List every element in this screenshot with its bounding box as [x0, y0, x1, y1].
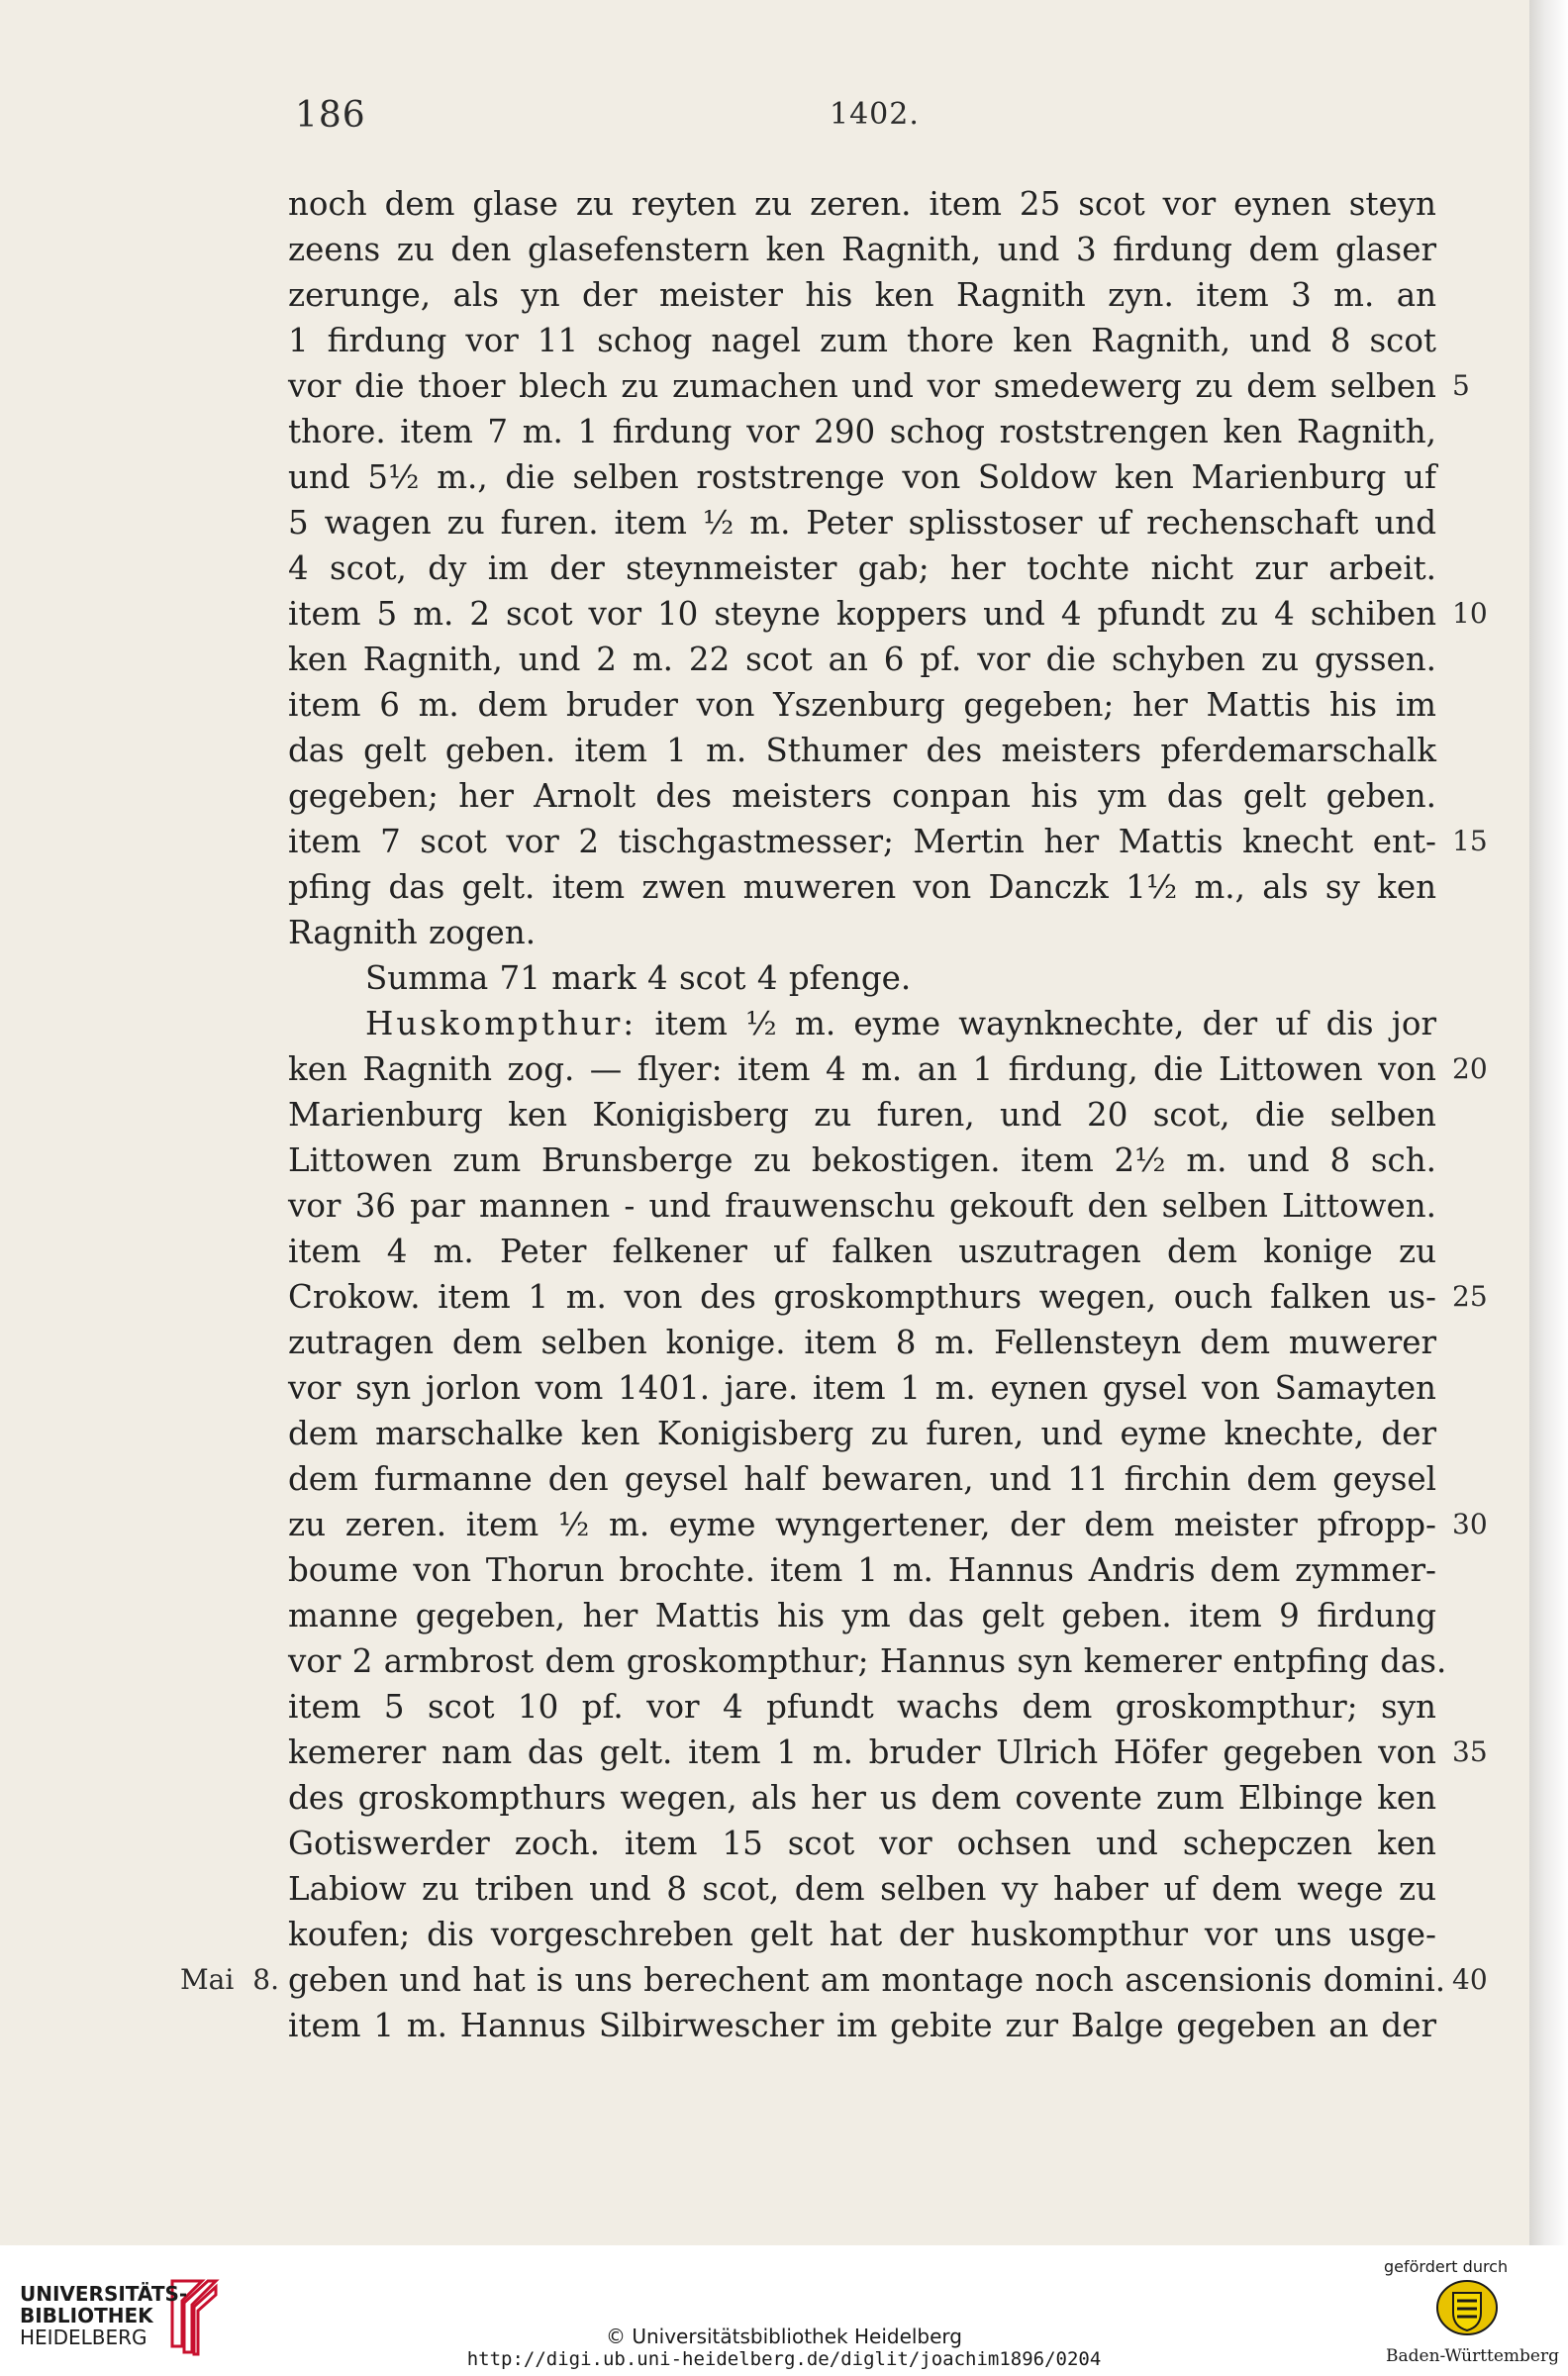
line-text: vor 2 armbrost dem groskompthur; Hannus syn kemerer entpfing das. — [288, 1642, 1447, 1680]
text-line — [288, 318, 1436, 363]
line-text: boume von Thorun brochte. item 1 m. Hannus Andris dem zymmer- — [288, 1551, 1436, 1589]
line-number: 30 — [1452, 1508, 1488, 1540]
line-number: 10 — [1452, 597, 1488, 630]
text-line — [288, 1411, 1436, 1456]
text-line — [288, 1502, 1488, 1547]
line-number: 5 — [1452, 369, 1470, 402]
line-text: Labiow zu triben und 8 scot, dem selben vy haber uf dem wege zu — [288, 1870, 1436, 1908]
line-text: item 5 scot 10 pf. vor 4 pfundt wachs dem groskompthur; syn — [288, 1688, 1436, 1726]
library-name-line2: BIBLIOTHEK — [20, 2304, 153, 2327]
line-text: Huskompthur: item ½ m. eyme waynknechte, der uf dis jor — [365, 1005, 1436, 1042]
sponsor-name: Baden-Württemberg — [1386, 2346, 1559, 2366]
line-text: item 4 m. Peter felkener uf falken uszutragen dem konige zu — [288, 1233, 1436, 1270]
line-text: Summa 71 mark 4 scot 4 pfenge. — [365, 959, 912, 997]
line-text: noch dem glase zu reyten zu zeren. item 25 scot vor eynen steyn — [288, 185, 1436, 223]
text-line — [288, 1730, 1488, 1775]
text-line — [288, 910, 1436, 955]
line-text: Crokow. item 1 m. von des groskompthurs wegen, ouch falken us- — [288, 1278, 1436, 1316]
text-line — [288, 545, 1436, 591]
line-text: manne gegeben, her Mattis his ym das gelt geben. item 9 firdung — [288, 1597, 1436, 1634]
text-line — [288, 1229, 1436, 1274]
line-text: kemerer nam das gelt. item 1 m. bruder Ulrich Höfer gegeben von — [288, 1733, 1436, 1771]
line-number: 15 — [1452, 825, 1488, 857]
line-text: item 1 m. Hannus Silbirwescher im gebite zur Balge gegeben an der — [288, 2007, 1436, 2044]
line-text: Marienburg ken Konigisberg zu furen, und 20 scot, die selben — [288, 1096, 1436, 1134]
state-crest-icon — [1435, 2279, 1499, 2336]
line-number: 40 — [1452, 1963, 1488, 1996]
running-head: 1402. — [830, 97, 920, 132]
line-number: 25 — [1452, 1280, 1488, 1313]
text-line — [288, 1046, 1488, 1092]
line-text: Gotiswerder zoch. item 15 scot vor ochsen und schepczen ken — [288, 1825, 1436, 1862]
line-text: thore. item 7 m. 1 firdung vor 290 schog roststrengen ken Ragnith, — [288, 413, 1436, 450]
text-line — [288, 1866, 1436, 1912]
text-line — [288, 227, 1436, 272]
text-line — [288, 1001, 1436, 1046]
text-line — [288, 454, 1436, 500]
text-line — [288, 1821, 1436, 1866]
text-line — [288, 1092, 1436, 1138]
line-text: geben und hat is uns berechent am montage noch ascensionis domini. — [288, 1961, 1446, 1999]
line-text: vor syn jorlon vom 1401. jare. item 1 m. eynen gysel von Samayten — [288, 1369, 1436, 1407]
line-number: 20 — [1452, 1052, 1488, 1085]
library-name-line1: UNIVERSITÄTS- — [20, 2282, 188, 2306]
body-text — [180, 181, 1488, 2048]
spaced-heading-word: Huskompthur: — [365, 1005, 637, 1042]
text-line — [288, 1593, 1436, 1638]
line-number: 35 — [1452, 1735, 1488, 1768]
line-text: item 5 m. 2 scot vor 10 steyne koppers und 4 pfundt zu 4 schiben — [288, 595, 1436, 633]
line-text: zutragen dem selben konige. item 8 m. Fellensteyn dem muwerer — [288, 1324, 1436, 1361]
text-line — [288, 272, 1436, 318]
text-line — [288, 728, 1436, 773]
line-text: zerunge, als yn der meister his ken Ragnith zyn. item 3 m. an — [288, 276, 1436, 314]
line-text: Littowen zum Brunsberge zu bekostigen. item 2½ m. und 8 sch. — [288, 1141, 1436, 1179]
text-line — [288, 1912, 1436, 1957]
text-line — [288, 1274, 1488, 1320]
line-text: vor 36 par mannen - und frauwenschu gekouft den selben Littowen. — [288, 1187, 1436, 1225]
text-line — [288, 864, 1436, 910]
text-line — [288, 363, 1470, 409]
line-text: pfing das gelt. item zwen muweren von Danczk 1½ m., als sy ken — [288, 868, 1436, 906]
text-line — [288, 181, 1436, 227]
line-text: 1 firdung vor 11 schog nagel zum thore ken Ragnith, und 8 scot — [288, 322, 1436, 359]
line-text: und 5½ m., die selben roststrenge von Soldow ken Marienburg uf — [288, 458, 1436, 496]
line-text: koufen; dis vorgeschreben gelt hat der huskompthur vor uns usge- — [288, 1916, 1436, 1953]
line-text: dem marschalke ken Konigisberg zu furen, und eyme knechte, der — [288, 1415, 1436, 1452]
text-line — [288, 1365, 1436, 1411]
text-line — [180, 1957, 1488, 2003]
text-line — [288, 591, 1488, 637]
page-number: 186 — [295, 95, 366, 136]
text-line — [288, 682, 1436, 728]
line-text: ken Ragnith zog. — flyer: item 4 m. an 1 firdung, die Littowen von — [288, 1050, 1436, 1088]
permalink-url[interactable]: http://digi.ub.uni-heidelberg.de/diglit/joachim1896/0204 — [466, 2348, 1102, 2370]
text-line — [288, 637, 1436, 682]
text-line — [288, 1775, 1436, 1821]
text-line — [288, 500, 1436, 545]
text-line — [288, 955, 1436, 1001]
line-text: 5 wagen zu furen. item ½ m. Peter splisstoser uf rechenschaft und — [288, 504, 1436, 542]
line-text: das gelt geben. item 1 m. Sthumer des meisters pferdemarschalk — [288, 732, 1436, 769]
line-text: 4 scot, dy im der steynmeister gab; her tochte nicht zur arbeit. — [288, 549, 1436, 587]
line-text: zu zeren. item ½ m. eyme wyngertener, der dem meister pfropp- — [288, 1506, 1436, 1543]
copyright-notice: © Universitätsbibliothek Heidelberg — [605, 2325, 962, 2348]
text-line — [288, 1684, 1436, 1730]
line-text: item 7 scot vor 2 tischgastmesser; Mertin her Mattis knecht ent- — [288, 823, 1436, 860]
line-text: des groskompthurs wegen, als her us dem covente zum Elbinge ken — [288, 1779, 1436, 1817]
text-line — [288, 1547, 1436, 1593]
line-text: item 6 m. dem bruder von Yszenburg gegeben; her Mattis his im — [288, 686, 1436, 724]
line-text: vor die thoer blech zu zumachen und vor smedewerg zu dem selben — [288, 367, 1436, 405]
margin-date-note: Mai 8. — [180, 1963, 279, 1996]
line-text: dem furmanne den geysel half bewaren, und 11 firchin dem geysel — [288, 1460, 1436, 1498]
text-line — [288, 409, 1436, 454]
text-line — [288, 1638, 1447, 1684]
line-text: zeens zu den glasefenstern ken Ragnith, und 3 firdung dem glaser — [288, 231, 1436, 268]
text-line — [288, 819, 1488, 864]
line-text: ken Ragnith, und 2 m. 22 scot an 6 pf. vor die schyben zu gyssen. — [288, 641, 1436, 678]
text-line — [288, 1183, 1436, 1229]
line-text: Ragnith zogen. — [288, 914, 537, 951]
text-line — [288, 773, 1436, 819]
library-name-line3: HEIDELBERG — [20, 2326, 147, 2349]
text-line — [288, 1320, 1436, 1365]
line-text: gegeben; her Arnolt des meisters conpan his ym das gelt geben. — [288, 777, 1436, 815]
text-line — [288, 1456, 1436, 1502]
text-line — [288, 1138, 1436, 1183]
text-line — [288, 2003, 1436, 2048]
page-edge-shadow — [1529, 0, 1568, 2245]
sponsor-label: gefördert durch — [1384, 2257, 1509, 2276]
